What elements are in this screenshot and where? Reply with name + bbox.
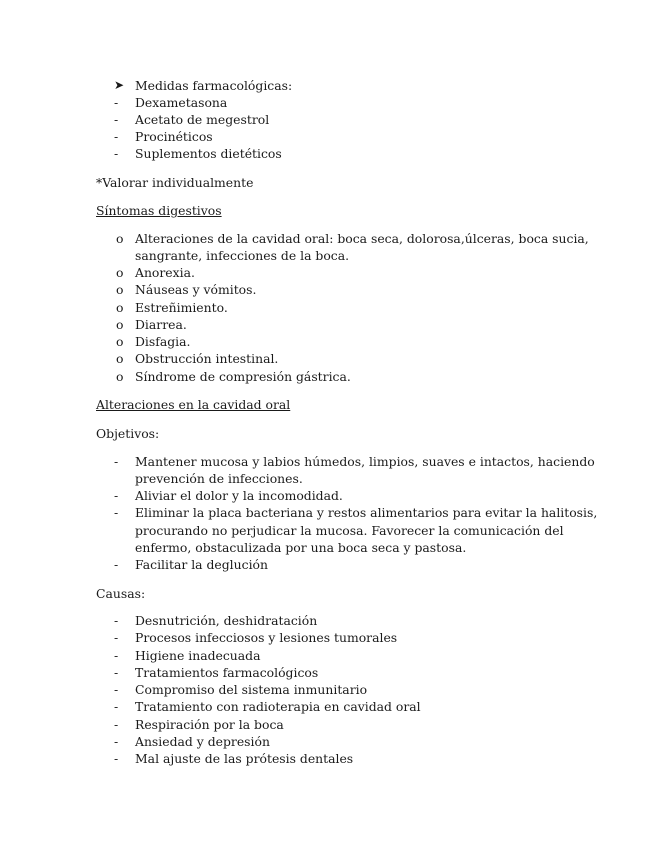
dash-bullet: -: [114, 129, 119, 144]
circle-bullet: o: [116, 317, 124, 332]
dash-bullet: -: [114, 146, 119, 161]
circle-bullet: o: [116, 369, 124, 384]
circle-bullet: o: [116, 282, 124, 297]
causa-item: Tratamiento con radioterapia en cavidad oral: [135, 699, 421, 714]
dash-bullet: -: [114, 488, 119, 503]
causa-item: Compromiso del sistema inmunitario: [135, 682, 368, 697]
circle-bullet: o: [116, 300, 124, 315]
dash-bullet: -: [114, 112, 119, 127]
dash-bullet: -: [114, 734, 119, 749]
sintomas-item: Síndrome de compresión gástrica.: [135, 369, 351, 384]
valorar-note: *Valorar individualmente: [96, 175, 254, 190]
objetivo-item-cont: procurando no perjudicar la mucosa. Favorecer la comunicación del: [135, 523, 564, 538]
sintomas-item: Estreñimiento.: [135, 300, 228, 315]
causa-item: Respiración por la boca: [135, 717, 284, 732]
objetivo-item: Facilitar la deglución: [135, 557, 268, 572]
dash-bullet: -: [114, 613, 119, 628]
causas-label: Causas:: [96, 586, 146, 601]
sintomas-item-cont: sangrante, infecciones de la boca.: [135, 248, 350, 263]
circle-bullet: o: [116, 334, 124, 349]
causa-item: Higiene inadecuada: [135, 648, 261, 663]
dash-bullet: -: [114, 682, 119, 697]
sintomas-item: Obstrucción intestinal.: [135, 351, 279, 366]
objetivo-item-cont: prevención de infecciones.: [135, 471, 303, 486]
alteraciones-title: Alteraciones en la cavidad oral: [96, 397, 291, 412]
objetivo-item: Eliminar la placa bacteriana y restos alimentarios para evitar la halitosis,: [135, 505, 598, 520]
circle-bullet: o: [116, 351, 124, 366]
sintomas-title: Síntomas digestivos: [96, 203, 222, 218]
sintomas-item: Diarrea.: [135, 317, 187, 332]
farmacologicas-heading: Medidas farmacológicas:: [135, 78, 293, 93]
dash-bullet: -: [114, 557, 119, 572]
farmacologicas-item: Acetato de megestrol: [135, 112, 270, 127]
farmacologicas-item: Dexametasona: [135, 95, 228, 110]
causa-item: Tratamientos farmacológicos: [135, 665, 319, 680]
causa-item: Mal ajuste de las prótesis dentales: [135, 751, 354, 766]
objetivo-item: Aliviar el dolor y la incomodidad.: [135, 488, 343, 503]
sintomas-item: Náuseas y vómitos.: [135, 282, 257, 297]
dash-bullet: -: [114, 699, 119, 714]
arrow-bullet-icon: ➤: [114, 78, 125, 92]
dash-bullet: -: [114, 454, 119, 469]
circle-bullet: o: [116, 231, 124, 246]
objetivo-item: Mantener mucosa y labios húmedos, limpios, suaves e intactos, haciendo: [135, 454, 595, 469]
sintomas-item: Alteraciones de la cavidad oral: boca seca, dolorosa,úlceras, boca sucia,: [135, 231, 589, 246]
dash-bullet: -: [114, 717, 119, 732]
circle-bullet: o: [116, 265, 124, 280]
causa-item: Procesos infecciosos y lesiones tumorales: [135, 630, 398, 645]
sintomas-item: Disfagia.: [135, 334, 191, 349]
farmacologicas-item: Suplementos dietéticos: [135, 146, 282, 161]
causa-item: Desnutrición, deshidratación: [135, 613, 318, 628]
dash-bullet: -: [114, 751, 119, 766]
dash-bullet: -: [114, 665, 119, 680]
dash-bullet: -: [114, 95, 119, 110]
dash-bullet: -: [114, 630, 119, 645]
dash-bullet: -: [114, 505, 119, 520]
objetivos-label: Objetivos:: [96, 426, 160, 441]
causa-item: Ansiedad y depresión: [135, 734, 270, 749]
objetivo-item-cont: enfermo, obstaculizada por una boca seca y pastosa.: [135, 540, 467, 555]
sintomas-item: Anorexia.: [135, 265, 195, 280]
farmacologicas-item: Procinéticos: [135, 129, 213, 144]
dash-bullet: -: [114, 648, 119, 663]
